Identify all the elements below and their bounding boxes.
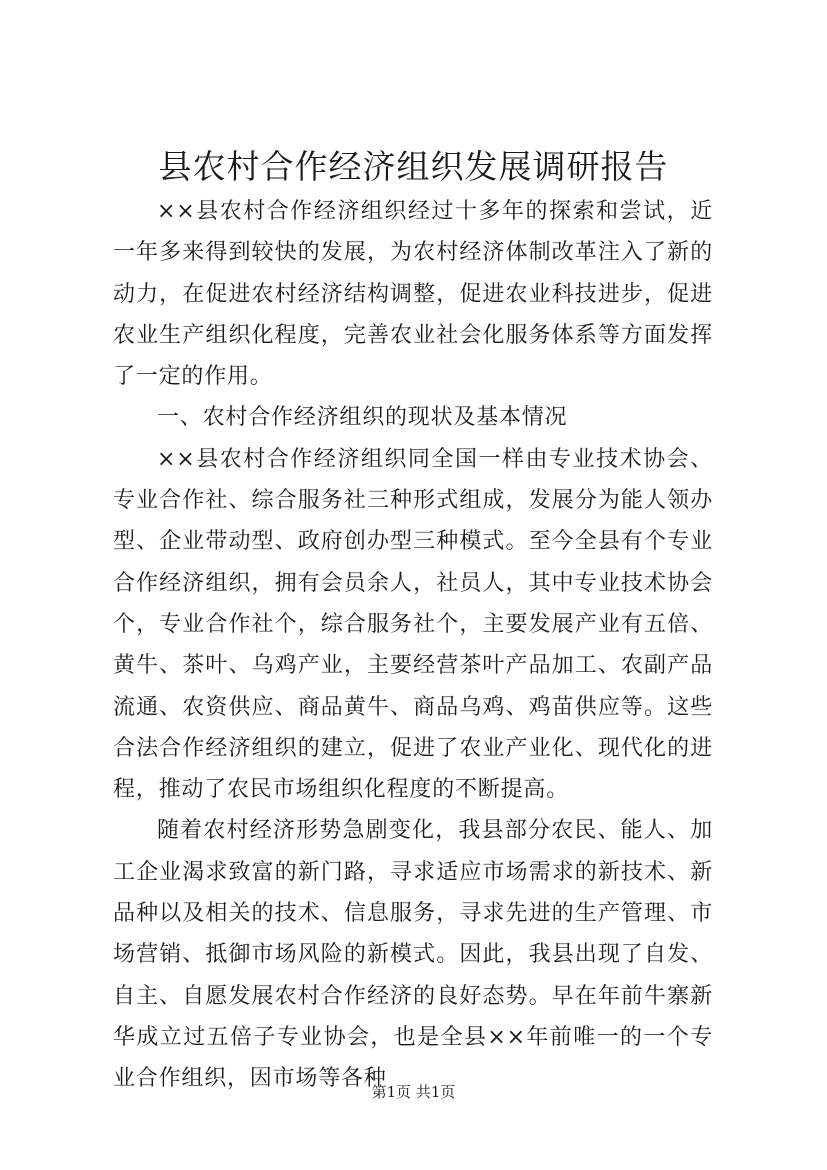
- paragraph-status: ××县农村合作经济组织同全国一样由专业技术协会、专业合作社、综合服务社三种形式组成，发展分为能人领办型、企业带动型、政府创办型三种模式。至今全县有个专业合作经济组织，拥有会员余人，社员人，其中专业技术协会个，专业合作社个，综合服务社个，主要发展产业有五倍、黄牛、茶叶、乌鸡产业，主要经营茶叶产品加工、农副产品流通、农资供应、商品黄牛、商品乌鸡、鸡苗供应等。这些合法合作经济组织的建立，促进了农业产业化、现代化的进程，推动了农民市场组织化程度的不断提高。: [113, 446, 713, 803]
- document-body: [113, 191, 713, 1100]
- paragraph-development: 随着农村经济形势急剧变化，我县部分农民、能人、加工企业渴求致富的新门路，寻求适应市场需求的新技术、新品种以及相关的技术、信息服务，寻求先进的生产管理、市场营销、抵御市场风险的新模式。因此，我县出现了自发、自主、自愿发展农村合作经济的良好态势。早在年前牛寨新华成立过五倍子专业协会，也是全县××年前唯一的一个专业合作组织，因市场等各种: [113, 818, 713, 1092]
- section-heading: 一、农村合作经济组织的现状及基本情况: [157, 405, 568, 431]
- paragraph-intro: ××县农村合作经济组织经过十多年的探索和尝试，近一年多来得到较快的发展，为农村经济体制改革注入了新的动力，在促进农村经济结构调整，促进农业科技进步，促进农业生产组织化程度，完善农业社会化服务体系等方面发挥了一定的作用。: [113, 199, 713, 390]
- document-title: 县农村合作经济组织发展调研报告: [158, 147, 669, 186]
- page-number-footer: 第1页 共1页: [371, 1083, 456, 1101]
